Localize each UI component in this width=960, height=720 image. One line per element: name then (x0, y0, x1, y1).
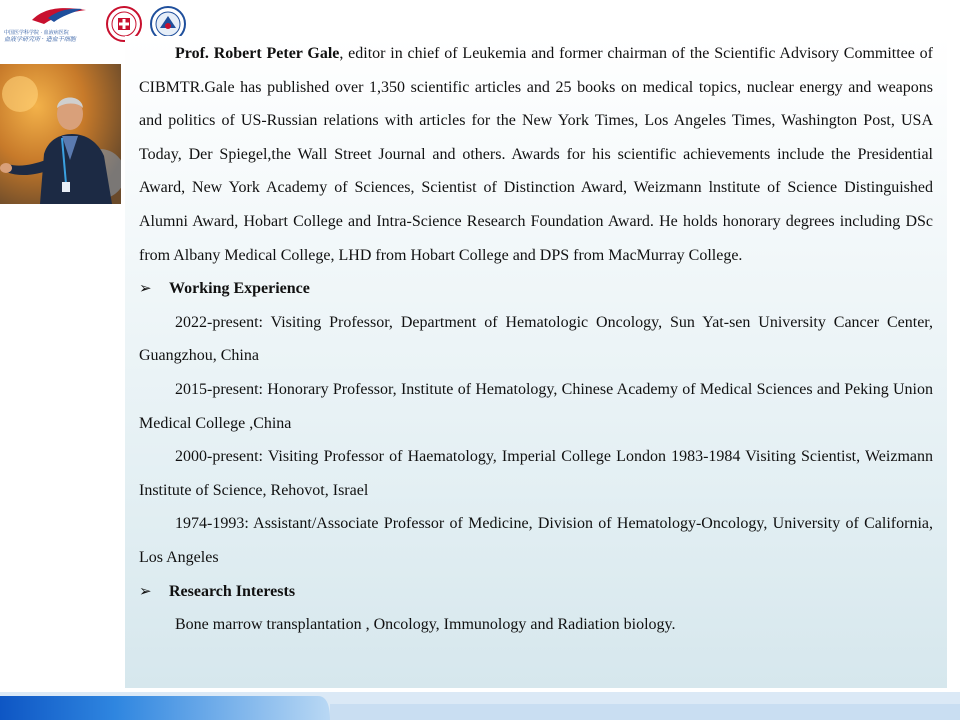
brand-logo-icon (30, 4, 90, 26)
bottom-decor-bar (0, 684, 960, 720)
brand-text-image (4, 28, 104, 42)
experience-item: 2000-present: Visiting Professor of Haematology, Imperial College London 1983-1984 Visiting Scientist, Weizmann Institute of Science, Rehovot, Israel (139, 448, 933, 499)
experience-item: 2015-present: Honorary Professor, Institute of Hematology, Chinese Academy of Medical Sciences and Peking Union Medical College ,China (139, 380, 933, 432)
bio-text-block (139, 37, 933, 642)
experience-item: 2022-present: Visiting Professor, Department of Hematologic Oncology, Sun Yat-sen University Cancer Center, Guangzhou, China (139, 313, 933, 365)
experience-item: 1974-1993: Assistant/Associate Professor of Medicine, Division of Hematology-Oncology, University of California, Los Angeles (139, 515, 933, 566)
bio-intro: , editor in chief of Leukemia and former chairman of the Scientific Advisory Committee of CIBMTR.Gale has published over 1,350 scientific articles and 25 books on medical topics, nuclear energy and weapons and politics of US-Russian relations with articles for the New York Times, Los Angeles Times, Washington Post, USA Today, Der Spiegel,the Wall Street Journal and others. Awards for his scientific achievements include the Presidential Award, New York Academy of Sciences, Scientist of Distinction Award, Weizmann lnstitute of Science Distinguished Alumni Award, Hobart College and Intra-Science Research Foundation Award. He holds honorary degrees including DSc from Albany Medical College, LHD from Hobart College and DPS from MacMurray College. (139, 45, 933, 264)
svg-text:血液学研究所 · 造血干细胞: 血液学研究所 · 造血干细胞 (4, 36, 76, 42)
section-heading-research (139, 575, 933, 609)
bio-paragraph (139, 37, 933, 272)
arrow-bullet-icon: ➢ (139, 581, 152, 600)
section-title: Working Experience (169, 280, 310, 298)
research-text: Bone marrow transplantation , Oncology, Immunology and Radiation biology. (175, 616, 676, 634)
speaker-photo (0, 64, 121, 204)
section-heading-experience (139, 272, 933, 306)
svg-text:中国医学科学院 · 血液病医院: 中国医学科学院 · 血液病医院 (4, 30, 69, 36)
speaker-name: Prof. Robert Peter Gale (175, 45, 340, 62)
arrow-bullet-icon: ➢ (139, 279, 152, 298)
section-title: Research Interests (169, 582, 296, 600)
